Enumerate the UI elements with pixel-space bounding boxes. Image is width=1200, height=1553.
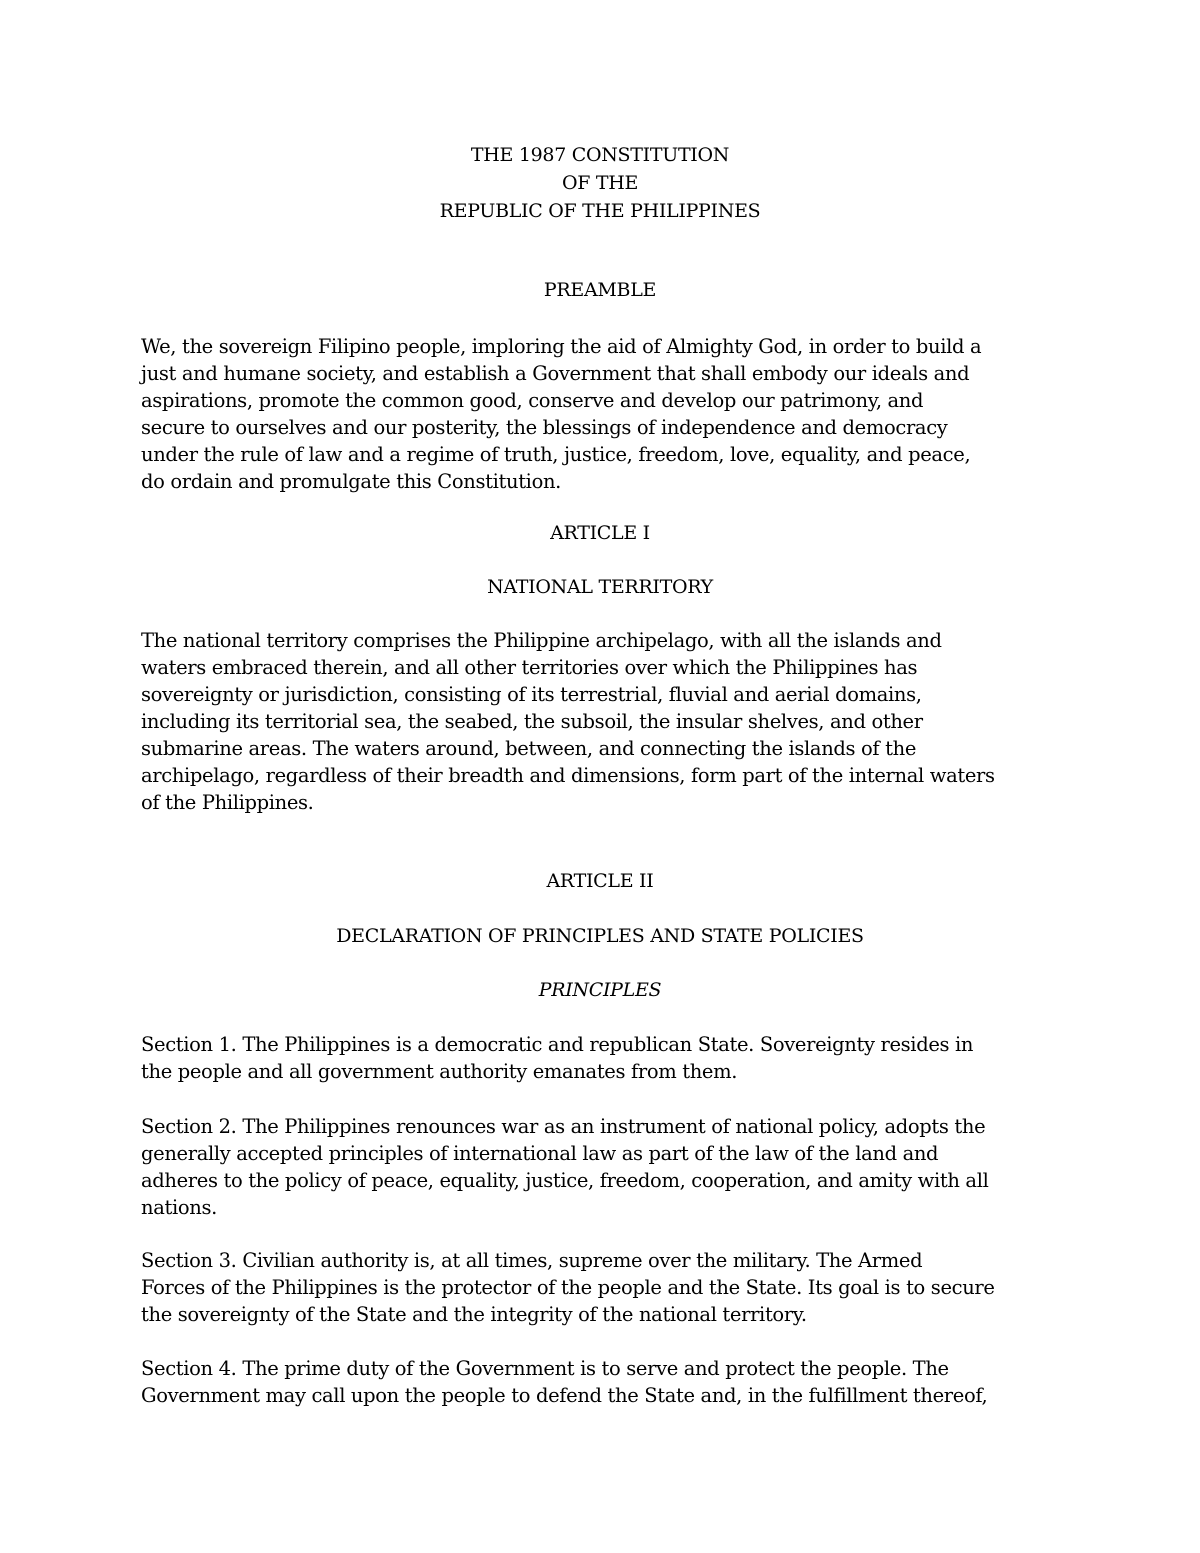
text-line: aspirations, promote the common good, conserve and develop our patrimony, and: [141, 389, 924, 412]
text-line: The national territory comprises the Philippine archipelago, with all the islands and: [141, 629, 942, 652]
article-heading: ARTICLE I: [550, 522, 650, 544]
section-paragraph: [141, 1113, 1071, 1221]
text-line: the sovereignty of the State and the integrity of the national territory.: [141, 1303, 807, 1326]
document-title: [0, 141, 1200, 225]
text-line: Section 3. Civilian authority is, at all times, supreme over the military. The Armed: [141, 1249, 923, 1272]
text-line: archipelago, regardless of their breadth and dimensions, form part of the internal waters: [141, 764, 995, 787]
text-line: adheres to the policy of peace, equality, justice, freedom, cooperation, and amity with all: [141, 1169, 989, 1192]
text-line: sovereignty or jurisdiction, consisting of its terrestrial, fluvial and aerial domains,: [141, 683, 922, 706]
text-line: Section 4. The prime duty of the Government is to serve and protect the people. The: [141, 1357, 949, 1380]
text-line: including its territorial sea, the seabed, the subsoil, the insular shelves, and other: [141, 710, 923, 733]
text-line: nations.: [141, 1196, 217, 1219]
text-line: just and humane society, and establish a Government that shall embody our ideals and: [141, 362, 970, 385]
preamble-heading: PREAMBLE: [543, 279, 657, 301]
section-paragraph: [141, 1355, 1071, 1409]
text-line: generally accepted principles of international law as part of the law of the land and: [141, 1142, 939, 1165]
section-paragraph: [141, 1031, 1071, 1085]
text-line: Section 1. The Philippines is a democratic and republican State. Sovereignty resides in: [141, 1033, 974, 1056]
text-line: under the rule of law and a regime of truth, justice, freedom, love, equality, and peace,: [141, 443, 971, 466]
preamble-paragraph: [141, 333, 1071, 495]
article-subheading: DECLARATION OF PRINCIPLES AND STATE POLICIES: [336, 925, 864, 947]
principles-heading: PRINCIPLES: [538, 979, 662, 1001]
title-line: OF THE: [561, 172, 639, 194]
title-line: REPUBLIC OF THE PHILIPPINES: [439, 200, 761, 222]
text-line: Government may call upon the people to defend the State and, in the fulfillment thereof,: [141, 1384, 988, 1407]
text-line: waters embraced therein, and all other territories over which the Philippines has: [141, 656, 918, 679]
text-line: submarine areas. The waters around, between, and connecting the islands of the: [141, 737, 917, 760]
text-line: of the Philippines.: [141, 791, 314, 814]
section-paragraph: [141, 1247, 1071, 1328]
text-line: do ordain and promulgate this Constitution.: [141, 470, 562, 493]
text-line: Forces of the Philippines is the protector of the people and the State. Its goal is to secure: [141, 1276, 995, 1299]
article-heading: ARTICLE II: [546, 870, 654, 892]
text-line: secure to ourselves and our posterity, the blessings of independence and democracy: [141, 416, 948, 439]
territory-paragraph: [141, 627, 1071, 816]
article-subheading: NATIONAL TERRITORY: [487, 576, 713, 598]
text-line: We, the sovereign Filipino people, imploring the aid of Almighty God, in order to build a: [141, 335, 982, 358]
text-line: Section 2. The Philippines renounces war as an instrument of national policy, adopts the: [141, 1115, 986, 1138]
title-line: THE 1987 CONSTITUTION: [470, 144, 730, 166]
text-line: the people and all government authority emanates from them.: [141, 1060, 738, 1083]
